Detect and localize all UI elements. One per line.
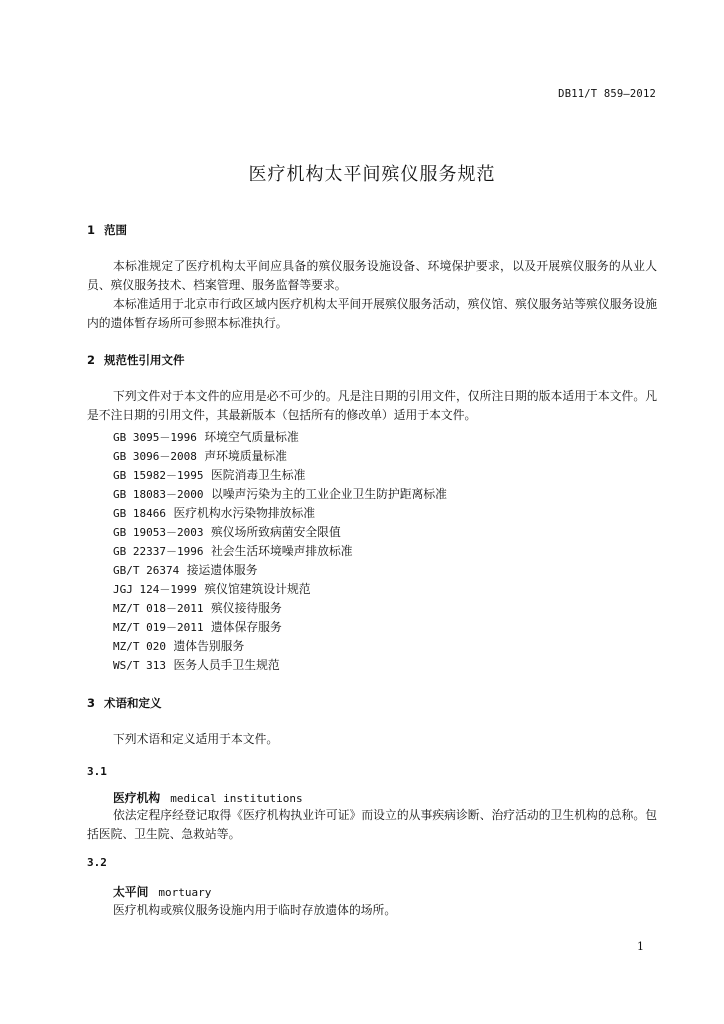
reference-name: 环境空气质量标准 (204, 430, 299, 444)
paragraph: 本标准适用于北京市行政区域内医疗机构太平间开展殡仪服务活动，殡仪馆、殡仪服务站等殡仪服务设施内的遗体暂存场所可参照本标准执行。 (87, 297, 657, 330)
reference-item (113, 504, 315, 521)
reference-code: GB 3095－1996 (113, 431, 197, 444)
reference-item (113, 466, 305, 483)
section-number: 1 (87, 223, 96, 237)
reference-code: MZ/T 019－2011 (113, 621, 204, 634)
reference-item (113, 447, 287, 464)
reference-name: 殡仪场所致病菌安全限值 (210, 525, 341, 539)
term-definition: 依法定程序经登记取得《医疗机构执业许可证》而设立的从事疾病诊断、治疗活动的卫生机构的总称。包括医院、卫生院、急救站等。 (87, 808, 657, 841)
section-heading-normative-references (87, 352, 185, 368)
reference-item (113, 523, 341, 540)
reference-name: 殡仪接待服务 (210, 601, 282, 615)
reference-code: GB 15982－1995 (113, 469, 204, 482)
section-title: 范围 (104, 223, 127, 237)
reference-name: 医疗机构水污染物排放标准 (173, 506, 316, 520)
section-title: 规范性引用文件 (104, 353, 185, 367)
section-title: 术语和定义 (104, 696, 162, 710)
reference-code: GB 19053－2003 (113, 526, 204, 539)
reference-code: JGJ 124－1999 (113, 583, 197, 596)
section-number: 3 (87, 696, 96, 710)
paragraph: 本标准规定了医疗机构太平间应具备的殡仪服务设施设备、环境保护要求，以及开展殡仪服务的从业人员、殡仪服务技术、档案管理、服务监督等要求。 (87, 259, 657, 292)
section-heading-terms-and-definitions (87, 695, 162, 711)
reference-item (113, 618, 282, 635)
standard-code: DB11/T 859—2012 (558, 88, 656, 100)
section-heading-scope (87, 222, 127, 238)
term-chinese: 医疗机构 (113, 791, 161, 805)
reference-item (113, 485, 447, 502)
term-english: mortuary (158, 886, 212, 899)
reference-code: GB 3096－2008 (113, 450, 197, 463)
reference-name: 医院消毒卫生标准 (210, 468, 306, 482)
reference-item (113, 656, 280, 673)
reference-code: MZ/T 020 (113, 640, 166, 653)
reference-item (113, 428, 299, 445)
reference-name: 医务人员手卫生规范 (173, 658, 280, 672)
reference-code: GB 18466 (113, 507, 166, 520)
paragraph: 下列术语和定义适用于本文件。 (113, 732, 279, 746)
reference-name: 遗体保存服务 (210, 620, 282, 634)
term-number: 3.2 (87, 856, 107, 869)
paragraph: 下列文件对于本文件的应用是必不可少的。凡是注日期的引用文件，仅所注日期的版本适用于本文件。凡是不注日期的引用文件，其最新版本（包括所有的修改单）适用于本文件。 (87, 389, 657, 422)
reference-item (113, 599, 282, 616)
reference-item (113, 561, 258, 578)
term-definition: 医疗机构或殡仪服务设施内用于临时存放遗体的场所。 (113, 903, 397, 917)
reference-item (113, 542, 353, 559)
reference-item (113, 637, 244, 654)
reference-code: WS/T 313 (113, 659, 166, 672)
reference-code: GB 18083－2000 (113, 488, 204, 501)
reference-item (113, 580, 311, 597)
reference-name: 遗体告别服务 (173, 639, 245, 653)
document-title: 医疗机构太平间殡仪服务规范 (248, 164, 496, 185)
reference-name: 接运遗体服务 (186, 563, 258, 577)
term-heading (113, 789, 303, 806)
term-chinese: 太平间 (113, 885, 149, 899)
reference-name: 殡仪馆建筑设计规范 (204, 582, 311, 596)
term-english: medical institutions (170, 792, 303, 805)
reference-code: GB 22337－1996 (113, 545, 204, 558)
reference-name: 社会生活环境噪声排放标准 (210, 544, 353, 558)
page-number: 1 (637, 940, 644, 953)
reference-code: MZ/T 018－2011 (113, 602, 204, 615)
section-number: 2 (87, 353, 96, 367)
reference-name: 声环境质量标准 (204, 449, 287, 463)
term-number: 3.1 (87, 765, 107, 778)
term-heading (113, 883, 211, 900)
reference-name: 以噪声污染为主的工业企业卫生防护距离标准 (210, 487, 447, 501)
reference-code: GB/T 26374 (113, 564, 180, 577)
